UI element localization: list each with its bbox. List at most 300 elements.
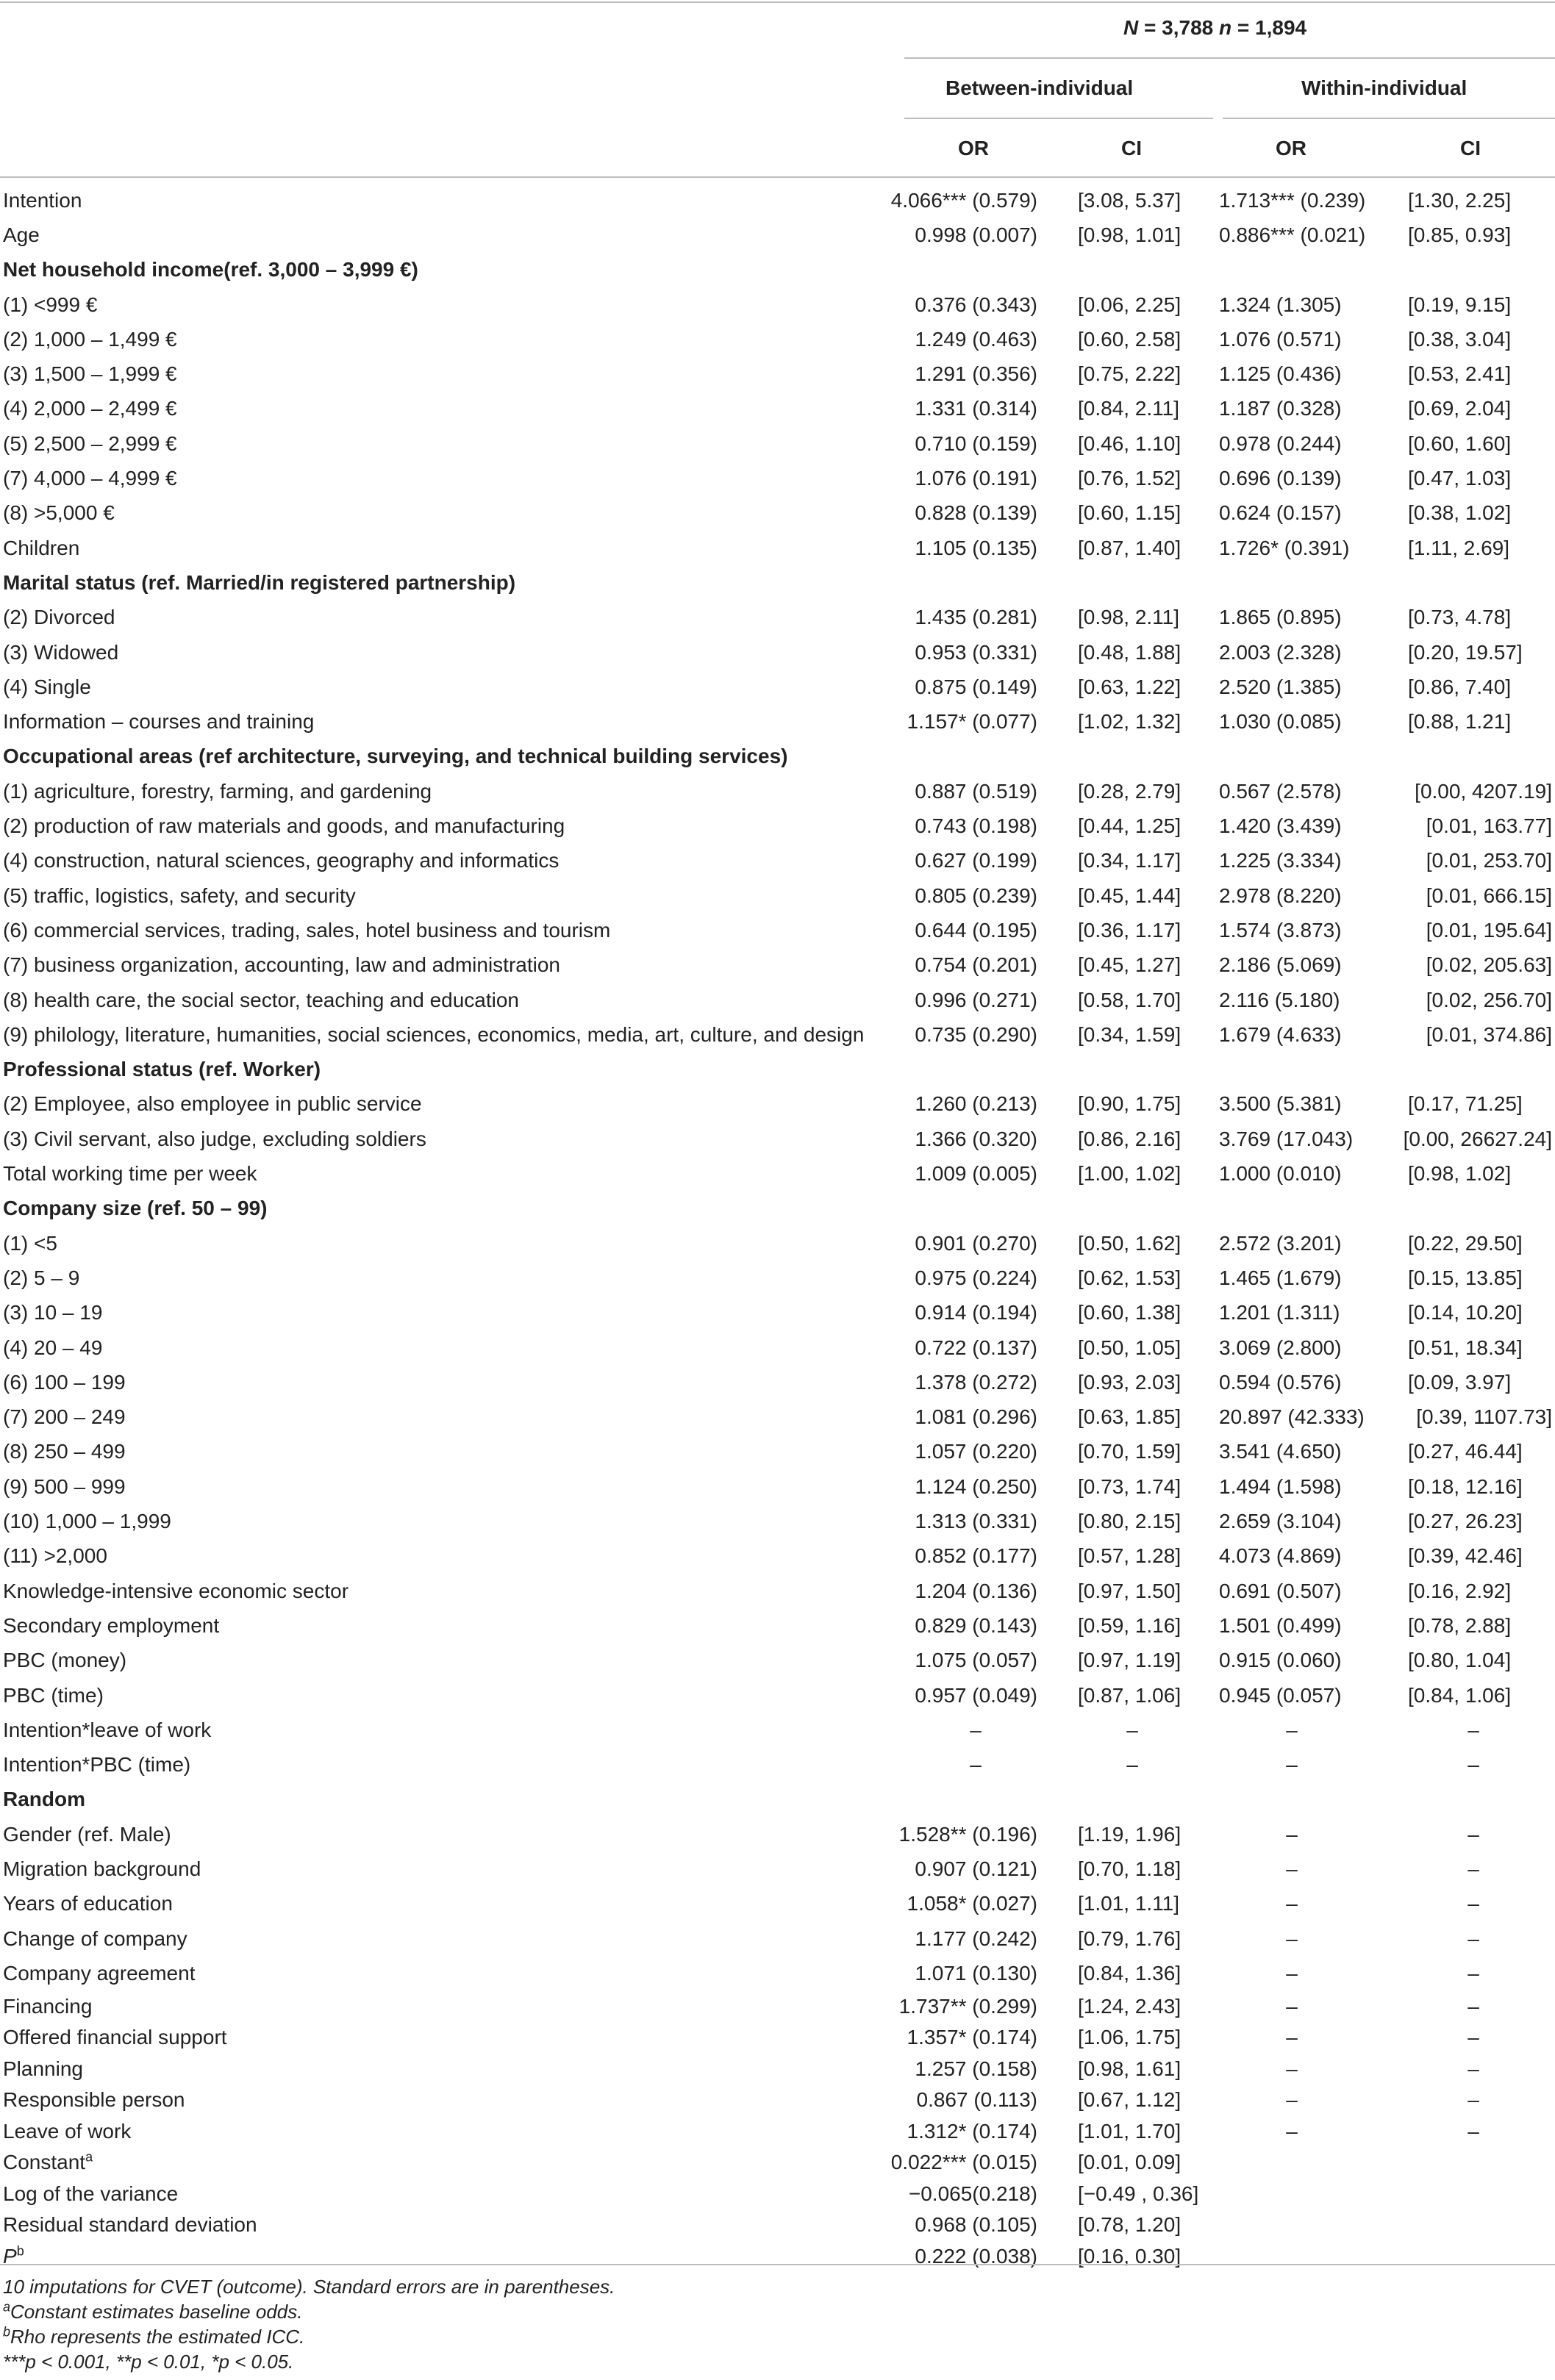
or-between-cell: 1.312* (0.174) bbox=[907, 2119, 1037, 2143]
table-row bbox=[0, 357, 1555, 392]
row-label bbox=[3, 1788, 85, 1811]
ci-within-cell: [0.01, 374.86] bbox=[1426, 1022, 1552, 1046]
or-within-cell: 2.116 (5.180) bbox=[1219, 988, 1340, 1011]
table-bottom-rule bbox=[0, 2264, 1555, 2265]
table-row bbox=[0, 392, 1555, 426]
row-label-text: (1) <5 bbox=[3, 1231, 57, 1255]
row-label bbox=[3, 1197, 267, 1220]
row-label bbox=[3, 1371, 126, 1394]
table-row bbox=[0, 1991, 1555, 2023]
ci-between-cell: [1.06, 1.75] bbox=[1078, 2026, 1182, 2049]
table-row bbox=[0, 461, 1555, 495]
footnote bbox=[3, 2351, 293, 2373]
or-within-cell: 20.897 (42.333) bbox=[1219, 1405, 1365, 1429]
ci-between-cell: [0.57, 1.28] bbox=[1078, 1544, 1182, 1568]
table-section-header bbox=[0, 1782, 1555, 1817]
table-row bbox=[0, 322, 1555, 356]
or-between-cell: 1.249 (0.463) bbox=[915, 327, 1037, 351]
ci-within-cell: – bbox=[1468, 1994, 1479, 2018]
or-between-cell: 0.022*** (0.015) bbox=[890, 2151, 1037, 2174]
or-within-cell: 1.324 (1.305) bbox=[1219, 293, 1342, 316]
row-label-text: (1) agriculture, forestry, farming, and gardening bbox=[3, 779, 432, 803]
table-row bbox=[0, 670, 1555, 704]
footnote bbox=[3, 2301, 302, 2323]
or-between-cell: 0.735 (0.290) bbox=[915, 1022, 1037, 1046]
row-label-text: Residual standard deviation bbox=[3, 2213, 257, 2237]
ci-between-cell: [0.60, 1.15] bbox=[1078, 501, 1182, 525]
ci-within-cell: [0.01, 253.70] bbox=[1426, 849, 1552, 872]
ci-between-cell: [0.34, 1.59] bbox=[1078, 1022, 1182, 1046]
or-within-cell: 1.000 (0.010) bbox=[1219, 1162, 1342, 1186]
ci-within-cell: [0.38, 1.02] bbox=[1408, 501, 1512, 525]
row-label bbox=[3, 2057, 83, 2081]
row-label bbox=[3, 919, 610, 942]
table-row bbox=[0, 2116, 1555, 2148]
row-label bbox=[3, 1995, 92, 2018]
row-label bbox=[3, 2026, 227, 2049]
table-section-header bbox=[0, 1191, 1555, 1226]
row-label bbox=[3, 1128, 426, 1151]
row-label-text: (4) 2,000 – 2,499 € bbox=[3, 397, 177, 420]
row-label bbox=[3, 432, 177, 456]
row-label-text: (10) 1,000 – 1,999 bbox=[3, 1510, 171, 1533]
row-label bbox=[3, 2088, 185, 2112]
between-individual-header: Between-individual bbox=[945, 76, 1134, 99]
row-label bbox=[3, 1857, 201, 1881]
table-row bbox=[0, 809, 1555, 843]
col-or-within: OR bbox=[1276, 137, 1306, 159]
row-label-text: (2) 1,000 – 1,499 € bbox=[3, 327, 177, 351]
table-row bbox=[0, 1956, 1555, 1990]
ci-within-cell: [0.60, 1.60] bbox=[1408, 431, 1512, 455]
row-label-text: (3) Civil servant, also judge, excluding soldiers bbox=[3, 1127, 426, 1150]
row-label bbox=[3, 501, 115, 525]
or-between-cell: 0.710 (0.159) bbox=[915, 431, 1037, 455]
or-within-cell: – bbox=[1286, 1994, 1298, 2018]
ci-within-cell: [0.16, 2.92] bbox=[1408, 1579, 1512, 1602]
table-row bbox=[0, 1852, 1555, 1886]
row-label-text: Company size (ref. 50 – 99) bbox=[3, 1197, 268, 1220]
or-within-cell: 3.500 (5.381) bbox=[1219, 1092, 1342, 1116]
or-within-cell: 1.501 (0.499) bbox=[1219, 1613, 1342, 1637]
row-label-text: Offered financial support bbox=[3, 2026, 227, 2049]
ci-between-cell: [0.59, 1.16] bbox=[1078, 1613, 1182, 1637]
table-row bbox=[0, 1296, 1555, 1330]
or-between-cell: 1.260 (0.213) bbox=[915, 1092, 1037, 1116]
ci-between-cell: [3.08, 5.37] bbox=[1078, 188, 1182, 212]
table-section-header bbox=[0, 565, 1555, 600]
ci-between-cell: [0.63, 1.22] bbox=[1078, 675, 1182, 698]
row-label-text: Gender (ref. Male) bbox=[3, 1822, 171, 1846]
ci-between-cell: [1.19, 1.96] bbox=[1078, 1822, 1182, 1846]
ci-between-cell: – bbox=[1126, 1753, 1138, 1777]
row-label-text: (5) traffic, logistics, safety, and security bbox=[3, 883, 356, 907]
table-row bbox=[0, 2179, 1555, 2210]
row-label-text: Marital status (ref. Married/in registered partnership) bbox=[3, 570, 516, 594]
row-label bbox=[3, 1753, 190, 1777]
table-section-header bbox=[0, 1053, 1555, 1087]
ci-between-cell: [0.90, 1.75] bbox=[1078, 1092, 1182, 1116]
ci-within-cell: [0.80, 1.04] bbox=[1408, 1649, 1512, 1672]
ci-within-cell: [0.53, 2.41] bbox=[1408, 362, 1512, 386]
or-between-cell: 0.743 (0.198) bbox=[915, 814, 1037, 838]
ci-within-cell: [0.17, 71.25] bbox=[1408, 1092, 1523, 1116]
ci-between-cell: [0.50, 1.62] bbox=[1078, 1231, 1182, 1255]
or-within-cell: 1.125 (0.436) bbox=[1219, 362, 1342, 386]
row-label-text: (9) philology, literature, humanities, social sciences, economics, media, art, culture, and design bbox=[3, 1022, 865, 1046]
ci-within-cell: – bbox=[1468, 2057, 1479, 2080]
row-label bbox=[3, 2182, 178, 2206]
or-within-cell: 1.865 (0.895) bbox=[1219, 606, 1342, 629]
row-label-text: Knowledge-intensive economic sector bbox=[3, 1579, 349, 1602]
row-label-text: Years of education bbox=[3, 1892, 173, 1915]
or-between-cell: 1.081 (0.296) bbox=[915, 1405, 1037, 1429]
or-within-cell: 2.659 (3.104) bbox=[1219, 1510, 1342, 1533]
or-within-cell: 2.978 (8.220) bbox=[1219, 883, 1342, 907]
table-row bbox=[0, 1122, 1555, 1156]
ci-within-cell: [1.11, 2.69] bbox=[1408, 536, 1510, 559]
row-label-text: Planning bbox=[3, 2057, 83, 2080]
row-label bbox=[3, 1023, 864, 1047]
ci-between-cell: [0.16, 0.30] bbox=[1078, 2244, 1182, 2268]
table-row bbox=[0, 1574, 1555, 1608]
ci-within-cell: [0.00, 26627.24] bbox=[1403, 1127, 1552, 1150]
row-label bbox=[3, 1614, 219, 1638]
row-label-text: (2) Divorced bbox=[3, 606, 115, 629]
or-between-cell: 1.057 (0.220) bbox=[915, 1440, 1037, 1463]
ci-within-cell: – bbox=[1468, 2119, 1479, 2143]
ci-between-cell: [0.98, 1.01] bbox=[1078, 223, 1182, 246]
row-label-footnote-marker: b bbox=[16, 2243, 24, 2259]
or-between-cell: 1.737** (0.299) bbox=[898, 1994, 1037, 2018]
table-row bbox=[0, 1817, 1555, 1852]
table-row bbox=[0, 1539, 1555, 1574]
row-label-text: (8) health care, the social sector, teaching and education bbox=[3, 988, 519, 1011]
ci-between-cell: [0.84, 1.36] bbox=[1078, 1961, 1182, 1985]
or-within-cell: 1.726* (0.391) bbox=[1219, 536, 1350, 559]
table-row bbox=[0, 1226, 1555, 1261]
ci-between-cell: [0.60, 1.38] bbox=[1078, 1301, 1182, 1325]
ci-within-cell: [0.18, 12.16] bbox=[1408, 1474, 1523, 1498]
row-label bbox=[3, 293, 97, 317]
table-row bbox=[0, 601, 1555, 635]
table-row bbox=[0, 1261, 1555, 1295]
or-within-cell: 0.594 (0.576) bbox=[1219, 1370, 1342, 1394]
or-between-cell: – bbox=[970, 1718, 982, 1741]
or-between-cell: 0.829 (0.143) bbox=[915, 1613, 1037, 1637]
table-row bbox=[0, 878, 1555, 913]
row-label-text: Responsible person bbox=[3, 2088, 185, 2112]
ci-between-cell: [0.98, 2.11] bbox=[1078, 606, 1180, 629]
ci-between-cell: [0.86, 2.16] bbox=[1078, 1127, 1182, 1150]
footnote bbox=[3, 2326, 304, 2348]
row-label-text: (2) 5 – 9 bbox=[3, 1266, 80, 1289]
row-label-text: (4) 20 – 49 bbox=[3, 1336, 103, 1359]
table-row bbox=[0, 1713, 1555, 1747]
row-label-text: Change of company bbox=[3, 1926, 187, 1950]
row-label bbox=[3, 814, 565, 838]
table-row bbox=[0, 2054, 1555, 2085]
row-label bbox=[3, 537, 79, 560]
table-row bbox=[0, 1748, 1555, 1782]
row-label-text: (7) business organization, accounting, law and administration bbox=[3, 953, 560, 977]
row-label-text: (2) production of raw materials and goods, and manufacturing bbox=[3, 814, 565, 838]
row-label bbox=[3, 362, 177, 386]
or-between-cell: −0.065(0.218) bbox=[908, 2182, 1037, 2205]
ci-within-cell: [0.86, 7.40] bbox=[1408, 675, 1512, 698]
row-label-text: (9) 500 – 999 bbox=[3, 1474, 126, 1498]
row-label-text: (3) 1,500 – 1,999 € bbox=[3, 362, 177, 386]
ci-within-cell: [0.19, 9.15] bbox=[1408, 293, 1512, 316]
col-or-between: OR bbox=[958, 137, 989, 159]
ci-between-cell: [0.84, 2.11] bbox=[1078, 397, 1180, 420]
table-row bbox=[0, 1678, 1555, 1713]
table-row bbox=[0, 1921, 1555, 1956]
ci-between-cell: [0.06, 2.25] bbox=[1078, 293, 1182, 316]
ci-between-cell: [0.36, 1.17] bbox=[1078, 918, 1182, 942]
row-label-text: (2) Employee, also employee in public service bbox=[3, 1092, 422, 1116]
ci-within-cell: – bbox=[1468, 1822, 1479, 1846]
or-between-cell: 0.975 (0.224) bbox=[915, 1266, 1037, 1289]
row-label-text: Leave of work bbox=[3, 2119, 132, 2143]
ci-within-cell: [0.38, 3.04] bbox=[1408, 327, 1512, 351]
table-row bbox=[0, 844, 1555, 878]
row-label bbox=[3, 1266, 79, 1290]
or-between-cell: 0.914 (0.194) bbox=[915, 1301, 1037, 1325]
table-section-header bbox=[0, 739, 1555, 774]
ci-between-cell: [0.63, 1.85] bbox=[1078, 1405, 1182, 1429]
or-between-cell: 4.066*** (0.579) bbox=[890, 188, 1037, 212]
row-label-text: (3) Widowed bbox=[3, 640, 119, 664]
row-label bbox=[3, 641, 118, 664]
row-label-text: (7) 4,000 – 4,999 € bbox=[3, 467, 177, 490]
row-label-text: Financing bbox=[3, 1994, 93, 2018]
row-label bbox=[3, 606, 115, 629]
row-label-text: (1) <999 € bbox=[3, 293, 98, 316]
row-label bbox=[3, 989, 519, 1012]
table-row bbox=[0, 2241, 1555, 2273]
footnote-text: Rho represents the estimated ICC. bbox=[10, 2326, 305, 2348]
table-row bbox=[0, 948, 1555, 983]
or-between-cell: 1.528** (0.196) bbox=[898, 1822, 1037, 1846]
or-within-cell: 1.201 (1.311) bbox=[1219, 1301, 1340, 1325]
or-between-cell: 1.105 (0.135) bbox=[915, 536, 1037, 559]
ci-between-cell: [1.24, 2.43] bbox=[1078, 1994, 1182, 2018]
row-label-text: (5) 2,500 – 2,999 € bbox=[3, 431, 177, 455]
header-bottom-rule bbox=[0, 176, 1555, 178]
ci-between-cell: [0.45, 1.44] bbox=[1078, 883, 1182, 907]
row-label bbox=[3, 1718, 211, 1742]
ci-between-cell: [−0.49 , 0.36] bbox=[1078, 2182, 1199, 2205]
ci-between-cell: [0.01, 0.09] bbox=[1078, 2151, 1182, 2174]
table-row bbox=[0, 287, 1555, 322]
ci-within-cell: [0.20, 19.57] bbox=[1408, 640, 1523, 664]
or-between-cell: 0.996 (0.271) bbox=[915, 988, 1037, 1011]
row-label bbox=[3, 2213, 257, 2237]
row-label-text: Occupational areas (ref architecture, surveying, and technical building services) bbox=[3, 745, 788, 768]
ci-within-cell: – bbox=[1468, 1961, 1479, 1985]
table-row bbox=[0, 913, 1555, 947]
or-between-cell: 1.157* (0.077) bbox=[907, 710, 1037, 734]
or-between-cell: 1.435 (0.281) bbox=[915, 606, 1037, 629]
row-label-footnote-marker: a bbox=[85, 2150, 93, 2165]
footnote bbox=[3, 2276, 615, 2298]
row-label-text: (6) 100 – 199 bbox=[3, 1370, 126, 1394]
ci-within-cell: [0.01, 666.15] bbox=[1426, 883, 1552, 907]
table-row bbox=[0, 1644, 1555, 1678]
or-within-cell: 1.713*** (0.239) bbox=[1219, 188, 1366, 212]
or-between-cell: 0.722 (0.137) bbox=[915, 1336, 1037, 1359]
or-within-cell: – bbox=[1286, 1892, 1298, 1915]
ci-within-cell: – bbox=[1468, 1892, 1479, 1915]
or-within-cell: 4.073 (4.869) bbox=[1219, 1544, 1342, 1568]
or-within-cell: 3.069 (2.800) bbox=[1219, 1336, 1342, 1359]
row-label bbox=[3, 1405, 126, 1429]
row-label bbox=[3, 1475, 126, 1499]
or-within-cell: 1.679 (4.633) bbox=[1219, 1022, 1342, 1046]
row-label-text: Intention*leave of work bbox=[3, 1718, 212, 1741]
row-label bbox=[3, 397, 177, 420]
table-row bbox=[0, 1435, 1555, 1469]
ci-within-cell: – bbox=[1468, 1718, 1479, 1741]
row-label-text: (6) commercial services, trading, sales, hotel business and tourism bbox=[3, 918, 611, 942]
ci-within-cell: – bbox=[1468, 1857, 1479, 1881]
row-label bbox=[3, 884, 356, 908]
or-within-cell: 0.567 (2.578) bbox=[1219, 779, 1342, 803]
table-row bbox=[0, 531, 1555, 565]
row-label bbox=[3, 780, 432, 803]
or-between-cell: 0.644 (0.195) bbox=[915, 918, 1037, 942]
ci-between-cell: [0.87, 1.40] bbox=[1078, 536, 1182, 559]
ci-between-cell: [0.76, 1.52] bbox=[1078, 467, 1182, 490]
table-row bbox=[0, 705, 1555, 739]
or-between-cell: 0.627 (0.199) bbox=[915, 849, 1037, 872]
row-label-text: (4) construction, natural sciences, geography and informatics bbox=[3, 849, 560, 872]
ci-between-cell: – bbox=[1126, 1718, 1138, 1741]
row-label bbox=[3, 1232, 57, 1255]
between-group-rule bbox=[904, 118, 1213, 119]
ci-within-cell: [0.85, 0.93] bbox=[1408, 223, 1512, 246]
table-row bbox=[0, 1017, 1555, 1052]
row-label bbox=[3, 953, 560, 977]
row-label bbox=[3, 1162, 257, 1186]
ci-within-cell: [0.14, 10.20] bbox=[1408, 1301, 1523, 1325]
table-row bbox=[0, 2209, 1555, 2241]
row-label-text: (3) 10 – 19 bbox=[3, 1301, 103, 1325]
ci-between-cell: [0.44, 1.25] bbox=[1078, 814, 1182, 838]
ci-between-cell: [0.48, 1.88] bbox=[1078, 640, 1182, 664]
ci-within-cell: [0.02, 205.63] bbox=[1426, 953, 1552, 977]
table-row bbox=[0, 1365, 1555, 1399]
row-label bbox=[3, 223, 40, 247]
table-row bbox=[0, 1608, 1555, 1643]
or-between-cell: 1.076 (0.191) bbox=[915, 467, 1037, 490]
or-within-cell: 2.003 (2.328) bbox=[1219, 640, 1342, 664]
row-label bbox=[3, 745, 787, 768]
or-within-cell: 1.494 (1.598) bbox=[1219, 1474, 1342, 1498]
table-row bbox=[0, 983, 1555, 1017]
or-within-cell: – bbox=[1286, 1822, 1298, 1846]
row-label-text: PBC (time) bbox=[3, 1683, 104, 1707]
table-row bbox=[0, 2147, 1555, 2179]
n-value: = 1,894 bbox=[1232, 16, 1307, 39]
ci-within-cell: – bbox=[1468, 1926, 1479, 1950]
table-row bbox=[0, 496, 1555, 531]
or-between-cell: 0.875 (0.149) bbox=[915, 675, 1037, 698]
or-between-cell: 0.901 (0.270) bbox=[915, 1231, 1037, 1255]
row-label bbox=[3, 1580, 348, 1603]
table-row bbox=[0, 218, 1555, 252]
or-between-cell: 1.357* (0.174) bbox=[907, 2026, 1037, 2049]
or-within-cell: 0.978 (0.244) bbox=[1219, 431, 1342, 455]
table-section-header bbox=[0, 253, 1555, 287]
ci-between-cell: [0.50, 1.05] bbox=[1078, 1336, 1182, 1359]
row-label-text: Information – courses and training bbox=[3, 710, 315, 734]
ci-between-cell: [0.67, 1.12] bbox=[1078, 2088, 1182, 2112]
row-label-text: Professional status (ref. Worker) bbox=[3, 1058, 321, 1081]
row-label bbox=[3, 258, 418, 282]
table-row bbox=[0, 1156, 1555, 1191]
N-symbol: N bbox=[1123, 16, 1139, 39]
table-row bbox=[0, 426, 1555, 461]
ci-within-cell: [0.98, 1.02] bbox=[1408, 1162, 1512, 1186]
or-between-cell: 0.968 (0.105) bbox=[915, 2213, 1037, 2237]
or-between-cell: 1.075 (0.057) bbox=[915, 1649, 1037, 1672]
ci-within-cell: [0.15, 13.85] bbox=[1408, 1266, 1523, 1289]
table-row bbox=[0, 774, 1555, 809]
row-label bbox=[3, 1962, 195, 1985]
row-label bbox=[3, 1684, 104, 1707]
row-label-text: Net household income(ref. 3,000 – 3,999 €) bbox=[3, 258, 418, 282]
or-between-cell: – bbox=[970, 1753, 982, 1777]
row-label bbox=[3, 467, 177, 490]
row-label bbox=[3, 1092, 422, 1116]
row-label-text: P bbox=[3, 2244, 17, 2268]
or-within-cell: 0.624 (0.157) bbox=[1219, 501, 1342, 525]
table-row bbox=[0, 1400, 1555, 1435]
row-label bbox=[3, 1440, 126, 1463]
or-between-cell: 1.071 (0.130) bbox=[915, 1961, 1037, 1985]
or-between-cell: 0.828 (0.139) bbox=[915, 501, 1037, 525]
row-label-text: Secondary employment bbox=[3, 1613, 220, 1637]
row-label-text: Constant bbox=[3, 2151, 86, 2174]
or-between-cell: 1.331 (0.314) bbox=[915, 397, 1037, 420]
or-within-cell: 2.186 (5.069) bbox=[1219, 953, 1342, 977]
ci-within-cell: [0.39, 42.46] bbox=[1408, 1544, 1523, 1568]
table-row bbox=[0, 1504, 1555, 1538]
ci-between-cell: [0.45, 1.27] bbox=[1078, 953, 1182, 977]
or-between-cell: 1.291 (0.356) bbox=[915, 362, 1037, 386]
row-label-text: (4) Single bbox=[3, 675, 91, 698]
table-row bbox=[0, 183, 1555, 218]
N-value: = 3,788 bbox=[1138, 16, 1219, 39]
ci-between-cell: [0.73, 1.74] bbox=[1078, 1474, 1182, 1498]
ci-between-cell: [0.78, 1.20] bbox=[1078, 2213, 1182, 2237]
or-within-cell: 0.691 (0.507) bbox=[1219, 1579, 1342, 1602]
or-between-cell: 0.805 (0.239) bbox=[915, 883, 1037, 907]
table-row bbox=[0, 2022, 1555, 2054]
row-label-text: Children bbox=[3, 536, 80, 559]
or-within-cell: 1.187 (0.328) bbox=[1219, 397, 1342, 420]
or-within-cell: – bbox=[1286, 1718, 1298, 1741]
ci-between-cell: [0.87, 1.06] bbox=[1078, 1683, 1182, 1707]
ci-between-cell: [0.97, 1.50] bbox=[1078, 1579, 1182, 1602]
ci-between-cell: [0.34, 1.17] bbox=[1078, 849, 1182, 872]
row-label-text: PBC (money) bbox=[3, 1649, 127, 1672]
footnote-text: Constant estimates baseline odds. bbox=[10, 2301, 303, 2323]
ci-within-cell: [0.27, 46.44] bbox=[1408, 1440, 1523, 1463]
ci-between-cell: [0.80, 2.15] bbox=[1078, 1510, 1182, 1533]
